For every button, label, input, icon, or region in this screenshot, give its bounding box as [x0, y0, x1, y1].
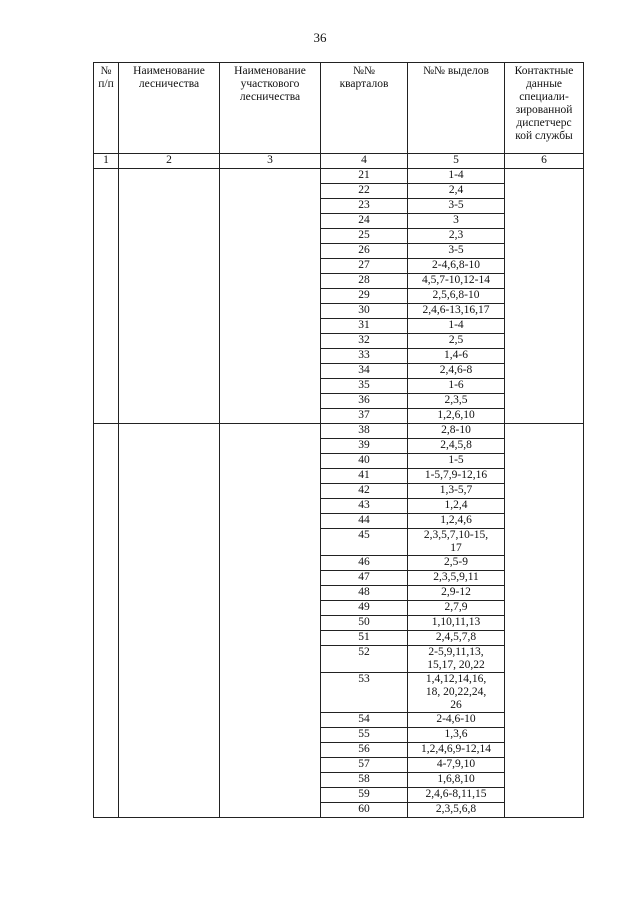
quarter-number-cell: 42 — [321, 484, 408, 499]
quarter-number-cell: 38 — [321, 424, 408, 439]
quarter-number-cell: 39 — [321, 439, 408, 454]
header-cell: №№ кварталов — [321, 63, 408, 154]
column-number: 2 — [119, 154, 220, 169]
row-number-cell — [94, 424, 119, 818]
quarter-number-cell: 51 — [321, 631, 408, 646]
quarter-number-cell: 48 — [321, 586, 408, 601]
allotment-numbers-cell: 2,4,6-13,16,17 — [408, 304, 505, 319]
allotment-numbers-cell: 1,3,6 — [408, 728, 505, 743]
allotment-numbers-cell: 2-4,6,8-10 — [408, 259, 505, 274]
quarter-number-cell: 53 — [321, 673, 408, 713]
quarter-number-cell: 57 — [321, 758, 408, 773]
forestry-table — [93, 62, 584, 818]
quarter-number-cell: 26 — [321, 244, 408, 259]
quarter-number-cell: 43 — [321, 499, 408, 514]
row-number-cell — [94, 169, 119, 424]
quarter-number-cell: 49 — [321, 601, 408, 616]
allotment-numbers-cell: 2,3,5 — [408, 394, 505, 409]
allotment-numbers-cell: 1,6,8,10 — [408, 773, 505, 788]
allotment-numbers-cell: 3-5 — [408, 199, 505, 214]
quarter-number-cell: 34 — [321, 364, 408, 379]
quarter-number-cell: 35 — [321, 379, 408, 394]
allotment-numbers-cell: 2,9-12 — [408, 586, 505, 601]
forestry-name-cell — [119, 424, 220, 818]
allotment-numbers-cell: 2,4,6-8,11,15 — [408, 788, 505, 803]
quarter-number-cell: 25 — [321, 229, 408, 244]
allotment-numbers-cell: 2,5-9 — [408, 556, 505, 571]
header-cell: №№ выделов — [408, 63, 505, 154]
quarter-number-cell: 46 — [321, 556, 408, 571]
quarter-number-cell: 27 — [321, 259, 408, 274]
allotment-numbers-cell: 1-4 — [408, 169, 505, 184]
quarter-number-cell: 28 — [321, 274, 408, 289]
allotment-numbers-cell: 2,4,5,8 — [408, 439, 505, 454]
allotment-numbers-cell: 3 — [408, 214, 505, 229]
column-number: 5 — [408, 154, 505, 169]
allotment-numbers-cell: 2,5,6,8-10 — [408, 289, 505, 304]
page-number: 36 — [313, 30, 327, 45]
allotment-numbers-cell: 4-7,9,10 — [408, 758, 505, 773]
column-number-row — [94, 154, 584, 169]
quarter-number-cell: 52 — [321, 646, 408, 673]
quarter-number-cell: 40 — [321, 454, 408, 469]
table-row — [94, 169, 584, 184]
quarter-number-cell: 44 — [321, 514, 408, 529]
header-cell: № п/п — [94, 63, 119, 154]
quarter-number-cell: 22 — [321, 184, 408, 199]
quarter-number-cell: 60 — [321, 803, 408, 818]
quarter-number-cell: 54 — [321, 713, 408, 728]
allotment-numbers-cell: 1,2,4,6,9-12,14 — [408, 743, 505, 758]
quarter-number-cell: 47 — [321, 571, 408, 586]
quarter-number-cell: 29 — [321, 289, 408, 304]
table-body — [94, 169, 584, 818]
quarter-number-cell: 58 — [321, 773, 408, 788]
district-forestry-cell — [220, 424, 321, 818]
quarter-number-cell: 36 — [321, 394, 408, 409]
allotment-numbers-cell: 1,2,6,10 — [408, 409, 505, 424]
allotment-numbers-cell: 1-4 — [408, 319, 505, 334]
allotment-numbers-cell: 4,5,7-10,12-14 — [408, 274, 505, 289]
allotment-numbers-cell: 2,3,5,9,11 — [408, 571, 505, 586]
quarter-number-cell: 45 — [321, 529, 408, 556]
allotment-numbers-cell: 1,4,12,14,16, 18, 20,22,24, 26 — [408, 673, 505, 713]
quarter-number-cell: 24 — [321, 214, 408, 229]
allotment-numbers-cell: 2,5 — [408, 334, 505, 349]
allotment-numbers-cell: 2-4,6-10 — [408, 713, 505, 728]
allotment-numbers-cell: 1-6 — [408, 379, 505, 394]
table-row — [94, 424, 584, 439]
column-number: 3 — [220, 154, 321, 169]
quarter-number-cell: 21 — [321, 169, 408, 184]
allotment-numbers-cell: 2,4 — [408, 184, 505, 199]
quarter-number-cell: 37 — [321, 409, 408, 424]
forestry-name-cell — [119, 169, 220, 424]
column-number: 6 — [505, 154, 584, 169]
header-cell: Наименование участкового лесничества — [220, 63, 321, 154]
allotment-numbers-cell: 1,3-5,7 — [408, 484, 505, 499]
allotment-numbers-cell: 1,2,4 — [408, 499, 505, 514]
allotment-numbers-cell: 2-5,9,11,13, 15,17, 20,22 — [408, 646, 505, 673]
column-number: 4 — [321, 154, 408, 169]
allotment-numbers-cell: 1,2,4,6 — [408, 514, 505, 529]
allotment-numbers-cell: 2,7,9 — [408, 601, 505, 616]
quarter-number-cell: 50 — [321, 616, 408, 631]
quarter-number-cell: 32 — [321, 334, 408, 349]
allotment-numbers-cell: 1,4-6 — [408, 349, 505, 364]
contact-cell — [505, 169, 584, 424]
allotment-numbers-cell: 3-5 — [408, 244, 505, 259]
contact-cell — [505, 424, 584, 818]
header-cell: Наименование лесничества — [119, 63, 220, 154]
quarter-number-cell: 23 — [321, 199, 408, 214]
allotment-numbers-cell: 1-5 — [408, 454, 505, 469]
header-row — [94, 63, 584, 154]
allotment-numbers-cell: 2,4,5,7,8 — [408, 631, 505, 646]
quarter-number-cell: 33 — [321, 349, 408, 364]
allotment-numbers-cell: 2,4,6-8 — [408, 364, 505, 379]
quarter-number-cell: 56 — [321, 743, 408, 758]
allotment-numbers-cell: 1-5,7,9-12,16 — [408, 469, 505, 484]
quarter-number-cell: 55 — [321, 728, 408, 743]
district-forestry-cell — [220, 169, 321, 424]
allotment-numbers-cell: 2,3,5,7,10-15, 17 — [408, 529, 505, 556]
quarter-number-cell: 30 — [321, 304, 408, 319]
column-number: 1 — [94, 154, 119, 169]
allotment-numbers-cell: 2,3,5,6,8 — [408, 803, 505, 818]
allotment-numbers-cell: 2,3 — [408, 229, 505, 244]
header-cell: Контактные данные специали- зированной диспетчерс кой службы — [505, 63, 584, 154]
quarter-number-cell: 31 — [321, 319, 408, 334]
allotment-numbers-cell: 2,8-10 — [408, 424, 505, 439]
quarter-number-cell: 59 — [321, 788, 408, 803]
allotment-numbers-cell: 1,10,11,13 — [408, 616, 505, 631]
quarter-number-cell: 41 — [321, 469, 408, 484]
